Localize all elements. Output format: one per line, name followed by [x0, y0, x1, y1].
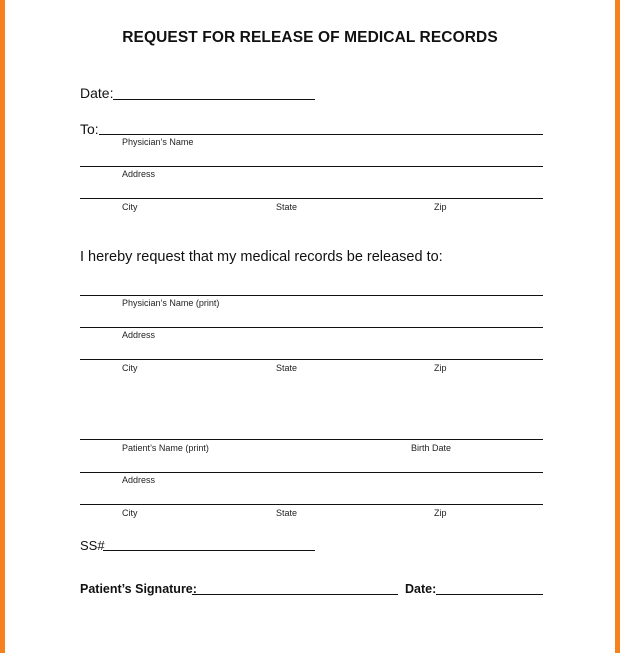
ss-label: SS# [80, 538, 105, 553]
state-caption: State [276, 363, 298, 373]
signature-label: Patient’s Signature: [80, 582, 197, 596]
release-physician-name-field[interactable] [80, 295, 543, 296]
patient-address-field[interactable] [80, 472, 543, 473]
city-caption: City [122, 508, 138, 518]
form-title: REQUEST FOR RELEASE OF MEDICAL RECORDS [122, 29, 498, 46]
to-physician-name-field[interactable] [99, 134, 543, 135]
request-statement: I hereby request that my medical records be released to: [80, 249, 443, 265]
physician-name-print-caption: Physician’s Name (print) [122, 298, 220, 308]
city-caption: City [122, 202, 138, 212]
zip-caption: Zip [434, 508, 447, 518]
ss-field[interactable] [103, 550, 315, 551]
patient-name-field[interactable] [80, 439, 543, 440]
state-caption: State [276, 202, 298, 212]
zip-caption: Zip [434, 202, 447, 212]
date-field[interactable] [113, 99, 315, 100]
to-label: To: [80, 121, 99, 137]
physician-name-caption: Physician’s Name [122, 137, 194, 147]
patient-city-state-zip-field[interactable] [80, 504, 543, 505]
page-border-left [0, 0, 5, 653]
address-caption: Address [122, 330, 156, 340]
signature-field[interactable] [192, 594, 398, 595]
city-caption: City [122, 363, 138, 373]
address-caption: Address [122, 475, 156, 485]
to-address-field[interactable] [80, 166, 543, 167]
release-city-state-zip-field[interactable] [80, 359, 543, 360]
state-caption: State [276, 508, 298, 518]
page-border-right [615, 0, 620, 653]
address-caption: Address [122, 169, 156, 179]
birth-date-caption: Birth Date [411, 443, 452, 453]
release-address-field[interactable] [80, 327, 543, 328]
date-label: Date: [80, 85, 114, 101]
patient-name-print-caption: Patient’s Name (print) [122, 443, 209, 453]
signature-date-field[interactable] [436, 594, 543, 595]
zip-caption: Zip [434, 363, 447, 373]
to-city-state-zip-field[interactable] [80, 198, 543, 199]
signature-date-label: Date: [405, 582, 437, 596]
